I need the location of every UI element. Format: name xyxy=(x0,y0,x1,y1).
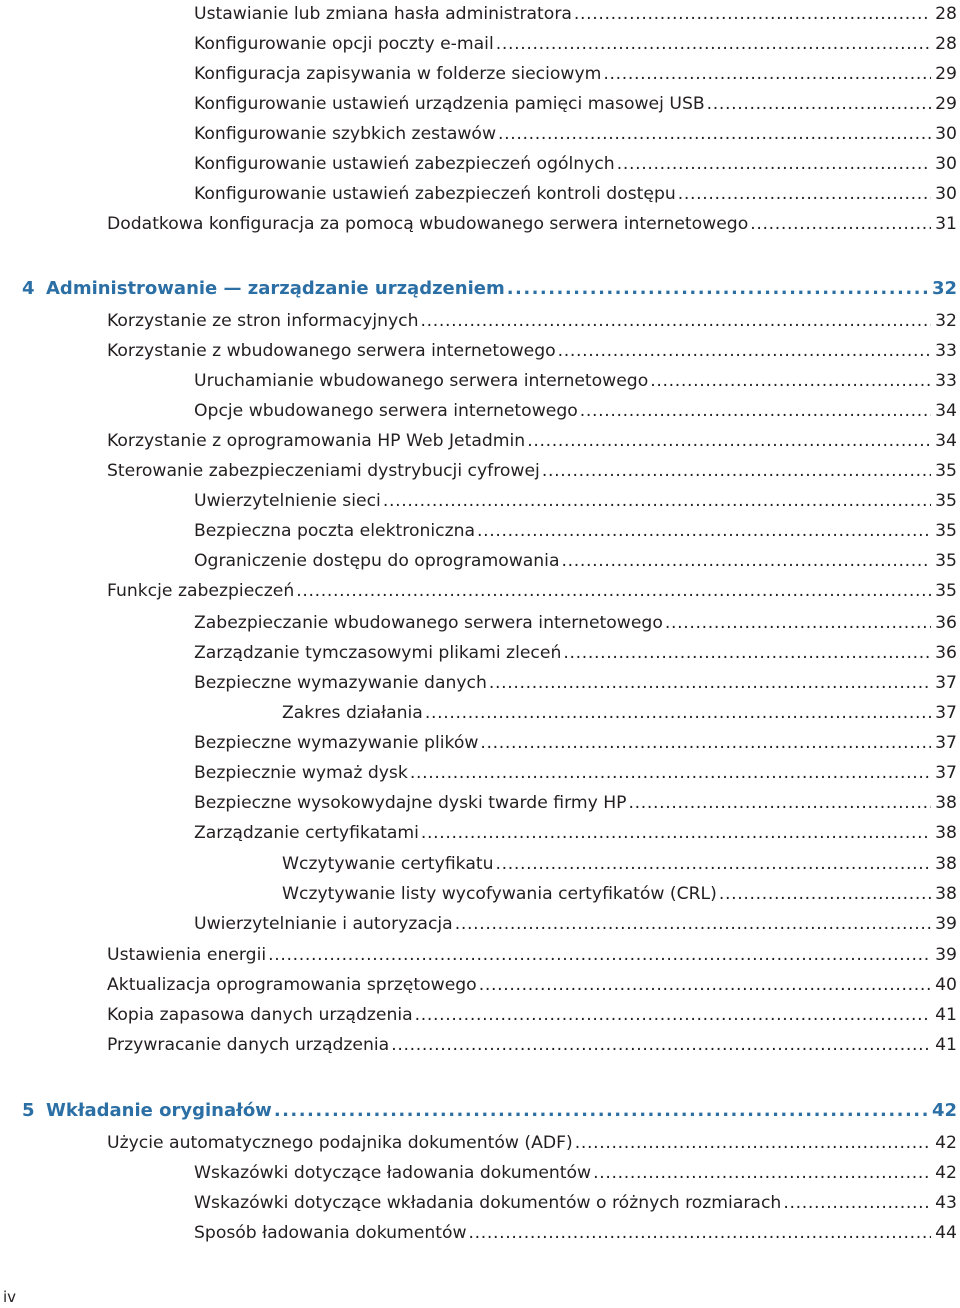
dot-leader xyxy=(391,1034,931,1056)
entry-title: Ograniczenie dostępu do oprogramowania xyxy=(194,551,560,571)
toc-entry[interactable] xyxy=(194,362,957,392)
dot-leader xyxy=(268,944,931,966)
dot-leader xyxy=(629,792,932,814)
chapter-entry[interactable] xyxy=(22,1092,957,1122)
dot-leader xyxy=(496,853,932,875)
toc-entry[interactable] xyxy=(194,542,957,572)
toc-entry[interactable] xyxy=(107,302,957,332)
page-ref: 32 xyxy=(931,278,957,299)
entry-title: Konfigurowanie opcji poczty e-mail xyxy=(194,34,494,54)
toc-entry[interactable] xyxy=(194,25,957,55)
dot-leader xyxy=(650,370,931,392)
page-ref: 37 xyxy=(935,673,957,693)
toc-entry[interactable] xyxy=(282,845,957,875)
entry-title: Sterowanie zabezpieczeniami dystrybucji cyfrowej xyxy=(107,461,540,481)
page-ref: 38 xyxy=(935,823,957,843)
page-ref: 42 xyxy=(931,1100,957,1121)
entry-title: Zarządzanie tymczasowymi plikami zleceń xyxy=(194,643,562,663)
dot-leader xyxy=(593,1162,931,1184)
dot-leader xyxy=(507,278,928,300)
entry-title: Kopia zapasowa danych urządzenia xyxy=(107,1005,413,1025)
dot-leader xyxy=(542,460,931,482)
dot-leader xyxy=(527,430,931,452)
toc-entry[interactable] xyxy=(194,482,957,512)
page-ref: 38 xyxy=(935,854,957,874)
entry-title: Korzystanie z wbudowanego serwera internetowego xyxy=(107,341,556,361)
toc-entry[interactable] xyxy=(194,392,957,422)
toc-entry[interactable] xyxy=(107,1026,957,1056)
entry-title: Dodatkowa konfiguracja za pomocą wbudowanego serwera internetowego xyxy=(107,214,749,234)
toc-entry[interactable] xyxy=(107,572,957,602)
chapter-title: Wkładanie oryginałów xyxy=(46,1100,272,1121)
page-ref: 35 xyxy=(935,581,957,601)
entry-title: Konfiguracja zapisywania w folderze sieciowym xyxy=(194,64,602,84)
page-ref: 42 xyxy=(935,1163,957,1183)
dot-leader xyxy=(296,580,931,602)
entry-title: Zarządzanie certyfikatami xyxy=(194,823,419,843)
page-ref: 30 xyxy=(935,184,957,204)
entry-title: Konfigurowanie szybkich zestawów xyxy=(194,124,496,144)
dot-leader xyxy=(562,550,932,572)
dot-leader xyxy=(421,310,932,332)
entry-title xyxy=(22,1100,274,1122)
page-ref: 33 xyxy=(935,371,957,391)
toc-entry[interactable] xyxy=(194,604,957,634)
toc-entry[interactable] xyxy=(194,905,957,935)
page-ref: 35 xyxy=(935,521,957,541)
toc-entry[interactable] xyxy=(107,966,957,996)
page-ref: 31 xyxy=(935,214,957,234)
entry-title: Konfigurowanie ustawień urządzenia pamięci masowej USB xyxy=(194,94,705,114)
page-ref: 36 xyxy=(935,613,957,633)
toc-entry[interactable] xyxy=(107,936,957,966)
chapter-number: 4 xyxy=(22,278,35,299)
page-ref: 37 xyxy=(935,733,957,753)
entry-title: Przywracanie danych urządzenia xyxy=(107,1035,390,1055)
dot-leader xyxy=(678,183,931,205)
entry-title: Ustawienia energii xyxy=(107,945,267,965)
entry-title: Uruchamianie wbudowanego serwera internetowego xyxy=(194,371,649,391)
entry-title: Bezpieczne wysokowydajne dyski twarde firmy HP xyxy=(194,793,627,813)
toc-entry[interactable] xyxy=(194,1214,957,1244)
dot-leader xyxy=(455,913,931,935)
toc-entry[interactable] xyxy=(107,205,957,235)
dot-leader xyxy=(489,672,931,694)
toc-entry[interactable] xyxy=(282,694,957,724)
dot-leader xyxy=(665,612,931,634)
entry-title: Wskazówki dotyczące wkładania dokumentów o różnych rozmiarach xyxy=(194,1193,782,1213)
page-ref: 37 xyxy=(935,763,957,783)
dot-leader xyxy=(415,1004,931,1026)
entry-title: Konfigurowanie ustawień zabezpieczeń kontroli dostępu xyxy=(194,184,676,204)
page-ref: 34 xyxy=(935,401,957,421)
toc-entry[interactable] xyxy=(107,452,957,482)
page-ref: 39 xyxy=(935,945,957,965)
toc-entry[interactable] xyxy=(194,512,957,542)
page-ref: 29 xyxy=(935,94,957,114)
entry-title: Korzystanie ze stron informacyjnych xyxy=(107,311,419,331)
page-ref: 30 xyxy=(935,154,957,174)
chapter-entry[interactable] xyxy=(22,270,957,300)
page-ref: 33 xyxy=(935,341,957,361)
dot-leader xyxy=(410,762,931,784)
toc-entry[interactable] xyxy=(194,55,957,85)
entry-title: Uwierzytelnianie i autoryzacja xyxy=(194,914,453,934)
dot-leader xyxy=(617,153,931,175)
page-ref: 28 xyxy=(935,34,957,54)
toc-entry[interactable] xyxy=(107,332,957,362)
entry-title: Bezpieczne wymazywanie danych xyxy=(194,673,487,693)
chapter-title: Administrowanie — zarządzanie urządzeniem xyxy=(46,278,505,299)
page-ref: 36 xyxy=(935,643,957,663)
dot-leader xyxy=(750,213,931,235)
page-ref: 35 xyxy=(935,461,957,481)
dot-leader xyxy=(477,520,931,542)
toc-entry[interactable] xyxy=(194,0,957,25)
dot-leader xyxy=(580,400,931,422)
entry-title: Sposób ładowania dokumentów xyxy=(194,1223,467,1243)
entry-title: Wczytywanie listy wycofywania certyfikatów (CRL) xyxy=(282,884,717,904)
toc-entry[interactable] xyxy=(194,115,957,145)
page-ref: 42 xyxy=(935,1133,957,1153)
chapter-number: 5 xyxy=(22,1100,35,1121)
page-ref: 28 xyxy=(935,4,957,24)
toc-entry[interactable] xyxy=(194,175,957,205)
page-ref: 39 xyxy=(935,914,957,934)
entry-title: Wskazówki dotyczące ładowania dokumentów xyxy=(194,1163,592,1183)
page-ref: 41 xyxy=(935,1035,957,1055)
dot-leader xyxy=(480,732,931,754)
dot-leader xyxy=(383,490,931,512)
entry-title: Opcje wbudowanego serwera internetowego xyxy=(194,401,578,421)
dot-leader xyxy=(783,1192,931,1214)
dot-leader xyxy=(479,974,931,996)
dot-leader xyxy=(563,642,931,664)
page-ref: 38 xyxy=(935,884,957,904)
page-ref: 32 xyxy=(935,311,957,331)
toc-entry[interactable] xyxy=(194,85,957,115)
page-ref: 34 xyxy=(935,431,957,451)
dot-leader xyxy=(574,3,931,25)
entry-title: Bezpiecznie wymaż dysk xyxy=(194,763,408,783)
dot-leader xyxy=(421,822,931,844)
toc-entry[interactable] xyxy=(194,754,957,784)
entry-title: Użycie automatycznego podajnika dokumentów (ADF) xyxy=(107,1133,573,1153)
toc-entry[interactable] xyxy=(194,784,957,814)
toc-entry[interactable] xyxy=(194,814,957,844)
entry-title: Ustawianie lub zmiana hasła administratora xyxy=(194,4,572,24)
toc-entry[interactable] xyxy=(194,724,957,754)
entry-title: Zakres działania xyxy=(282,703,423,723)
page-ref: 40 xyxy=(935,975,957,995)
dot-leader xyxy=(575,1132,931,1154)
page-ref: 38 xyxy=(935,793,957,813)
entry-title: Zabezpieczanie wbudowanego serwera internetowego xyxy=(194,613,663,633)
entry-title: Uwierzytelnienie sieci xyxy=(194,491,381,511)
entry-title: Korzystanie z oprogramowania HP Web Jetadmin xyxy=(107,431,526,451)
entry-title: Wczytywanie certyfikatu xyxy=(282,854,494,874)
entry-title: Aktualizacja oprogramowania sprzętowego xyxy=(107,975,477,995)
page-ref: 35 xyxy=(935,491,957,511)
toc-entry[interactable] xyxy=(107,1124,957,1154)
page-ref: 43 xyxy=(935,1193,957,1213)
entry-title: Bezpieczne wymazywanie plików xyxy=(194,733,479,753)
dot-leader xyxy=(719,883,931,905)
page-ref: 30 xyxy=(935,124,957,144)
entry-title: Konfigurowanie ustawień zabezpieczeń ogólnych xyxy=(194,154,615,174)
dot-leader xyxy=(469,1222,932,1244)
page-ref: 29 xyxy=(935,64,957,84)
dot-leader xyxy=(603,63,931,85)
page-number: iv xyxy=(3,1288,17,1306)
entry-title: Funkcje zabezpieczeń xyxy=(107,581,295,601)
dot-leader xyxy=(707,93,931,115)
toc-entry[interactable] xyxy=(107,422,957,452)
toc-entry[interactable] xyxy=(107,996,957,1026)
page-ref: 44 xyxy=(935,1223,957,1243)
dot-leader xyxy=(496,33,931,55)
toc-entry[interactable] xyxy=(194,634,957,664)
page-ref: 35 xyxy=(935,551,957,571)
page-ref: 37 xyxy=(935,703,957,723)
page-ref: 41 xyxy=(935,1005,957,1025)
toc-entry[interactable] xyxy=(194,145,957,175)
toc-entry[interactable] xyxy=(194,1184,957,1214)
dot-leader xyxy=(425,702,931,724)
toc-entry[interactable] xyxy=(194,664,957,694)
toc-entry[interactable] xyxy=(282,875,957,905)
toc-entry[interactable] xyxy=(194,1154,957,1184)
dot-leader xyxy=(274,1100,928,1122)
entry-title: Bezpieczna poczta elektroniczna xyxy=(194,521,476,541)
dot-leader xyxy=(498,123,931,145)
dot-leader xyxy=(558,340,931,362)
entry-title xyxy=(22,278,507,300)
